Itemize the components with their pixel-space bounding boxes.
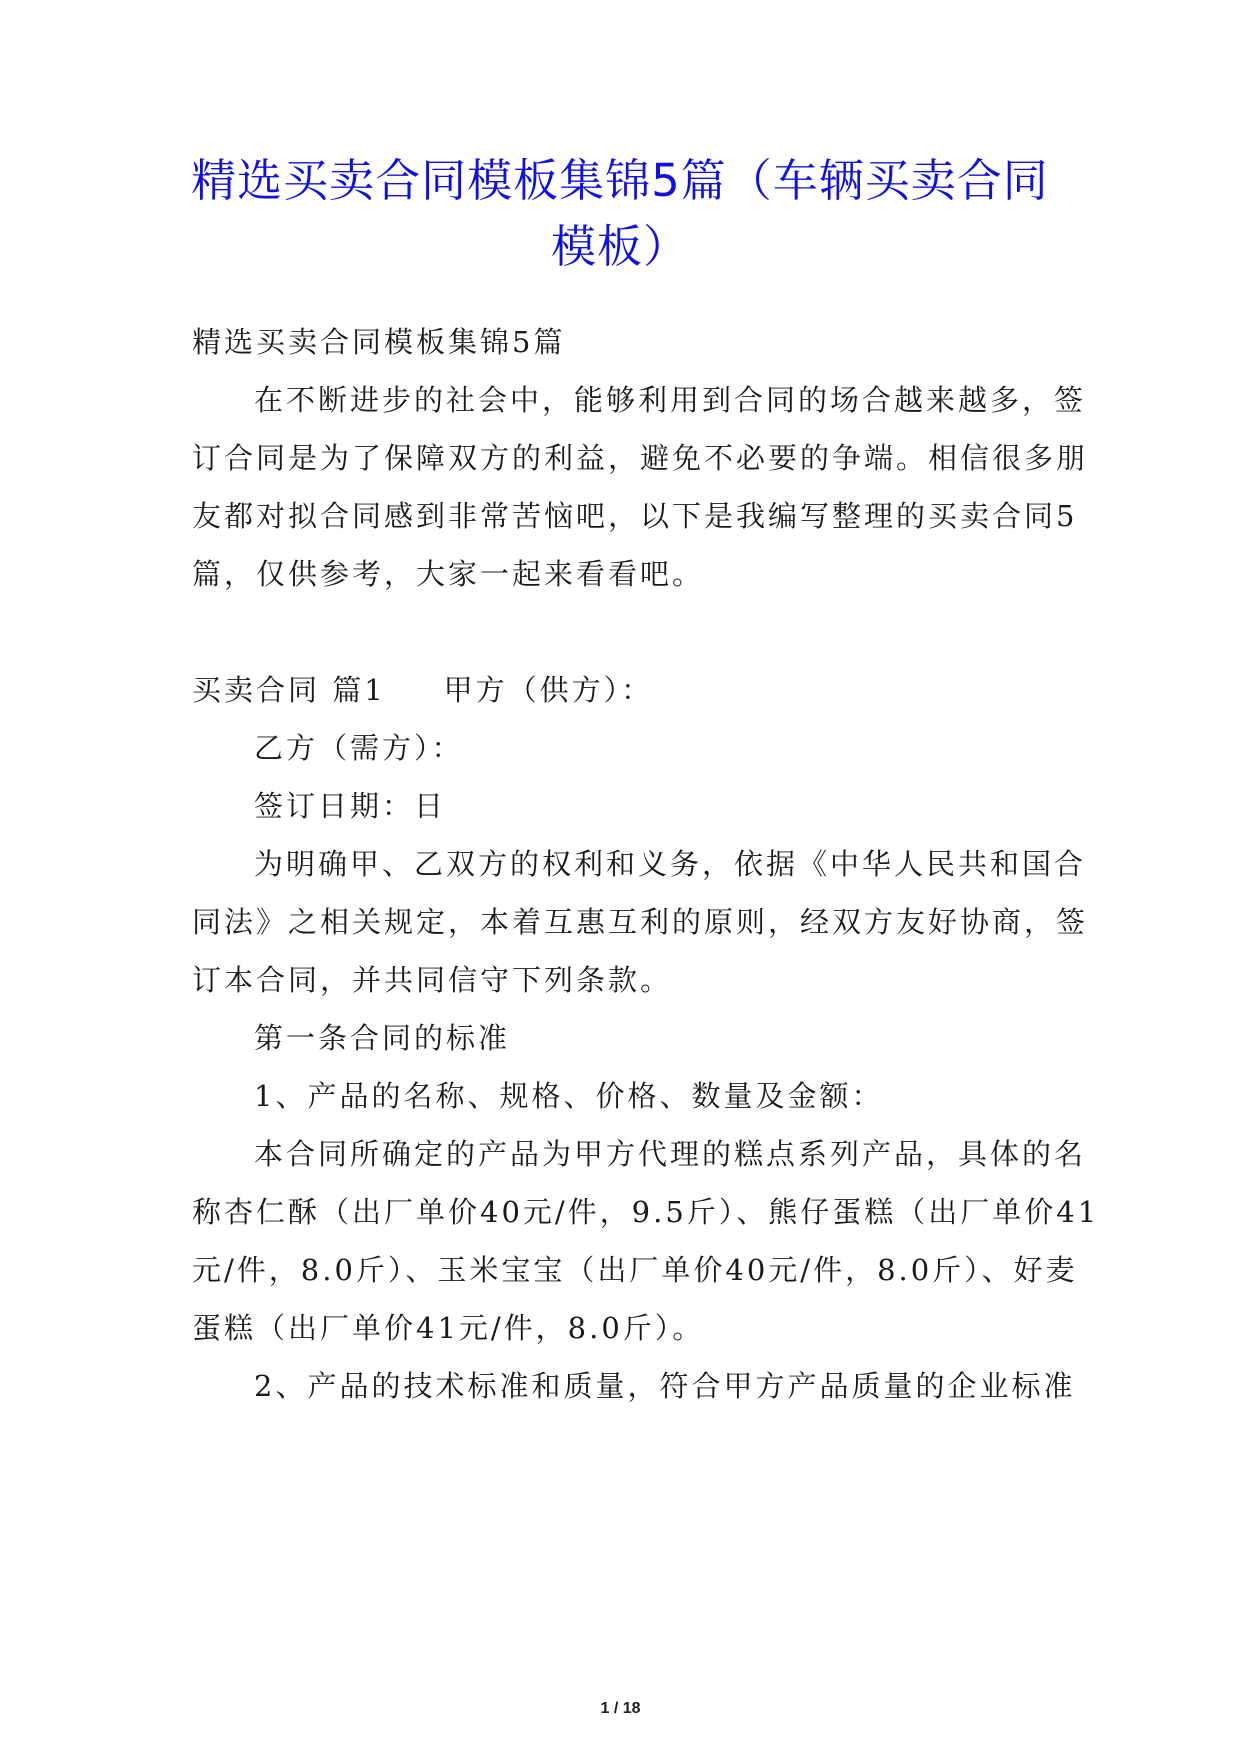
page-number: 1 / 18 [600, 1700, 641, 1717]
item-1: 1、产品的名称、规格、价格、数量及金额： [254, 1079, 884, 1113]
purpose-line-1: 为明确甲、乙双方的权利和义务，依据《中华人民共和国合 [254, 847, 1087, 881]
article-1-heading: 第一条合同的标准 [254, 1021, 511, 1055]
title-line-1: 精选买卖合同模板集锦5篇（车辆买卖合同 [191, 154, 1049, 207]
party-b-label: 乙方（需方）： [254, 731, 464, 765]
purpose-line-3: 订本合同，并共同信守下列条款。 [192, 963, 673, 997]
intro-line-3: 友都对拟合同感到非常苦恼吧，以下是我编写整理的买卖合同5 [192, 499, 1078, 533]
purpose-line-2: 同法》之相关规定，本着互惠互利的原则，经双方友好协商，签 [192, 905, 1089, 939]
sign-date: 签订日期：日 [254, 789, 447, 823]
subtitle: 精选买卖合同模板集锦5篇 [192, 325, 566, 359]
product-line-1: 本合同所确定的产品为甲方代理的糕点系列产品，具体的名 [254, 1137, 1087, 1171]
item-2: 2、产品的技术标准和质量，符合甲方产品质量的企业标准 [254, 1369, 1076, 1403]
intro-line-1: 在不断进步的社会中，能够利用到合同的场合越来越多，签 [254, 383, 1087, 417]
document-title [150, 148, 1090, 280]
intro-line-2: 订合同是为了保障双方的利益，避免不必要的争端。相信很多朋 [192, 441, 1089, 475]
product-line-2: 称杏仁酥（出厂单价40元/件，9.5斤）、熊仔蛋糕（出厂单价41 [192, 1195, 1100, 1229]
section-heading: 买卖合同 篇1 [192, 673, 386, 707]
product-line-3: 元/件，8.0斤）、玉米宝宝（出厂单价40元/件，8.0斤）、好麦 [192, 1253, 1078, 1287]
section-heading-row [192, 670, 653, 710]
party-a-label: 甲方（供方）： [443, 673, 654, 707]
title-line-2: 模板） [550, 220, 689, 273]
intro-line-4: 篇，仅供参考，大家一起来看看吧。 [192, 557, 705, 591]
product-line-4: 蛋糕（出厂单价41元/件，8.0斤）。 [192, 1311, 705, 1345]
